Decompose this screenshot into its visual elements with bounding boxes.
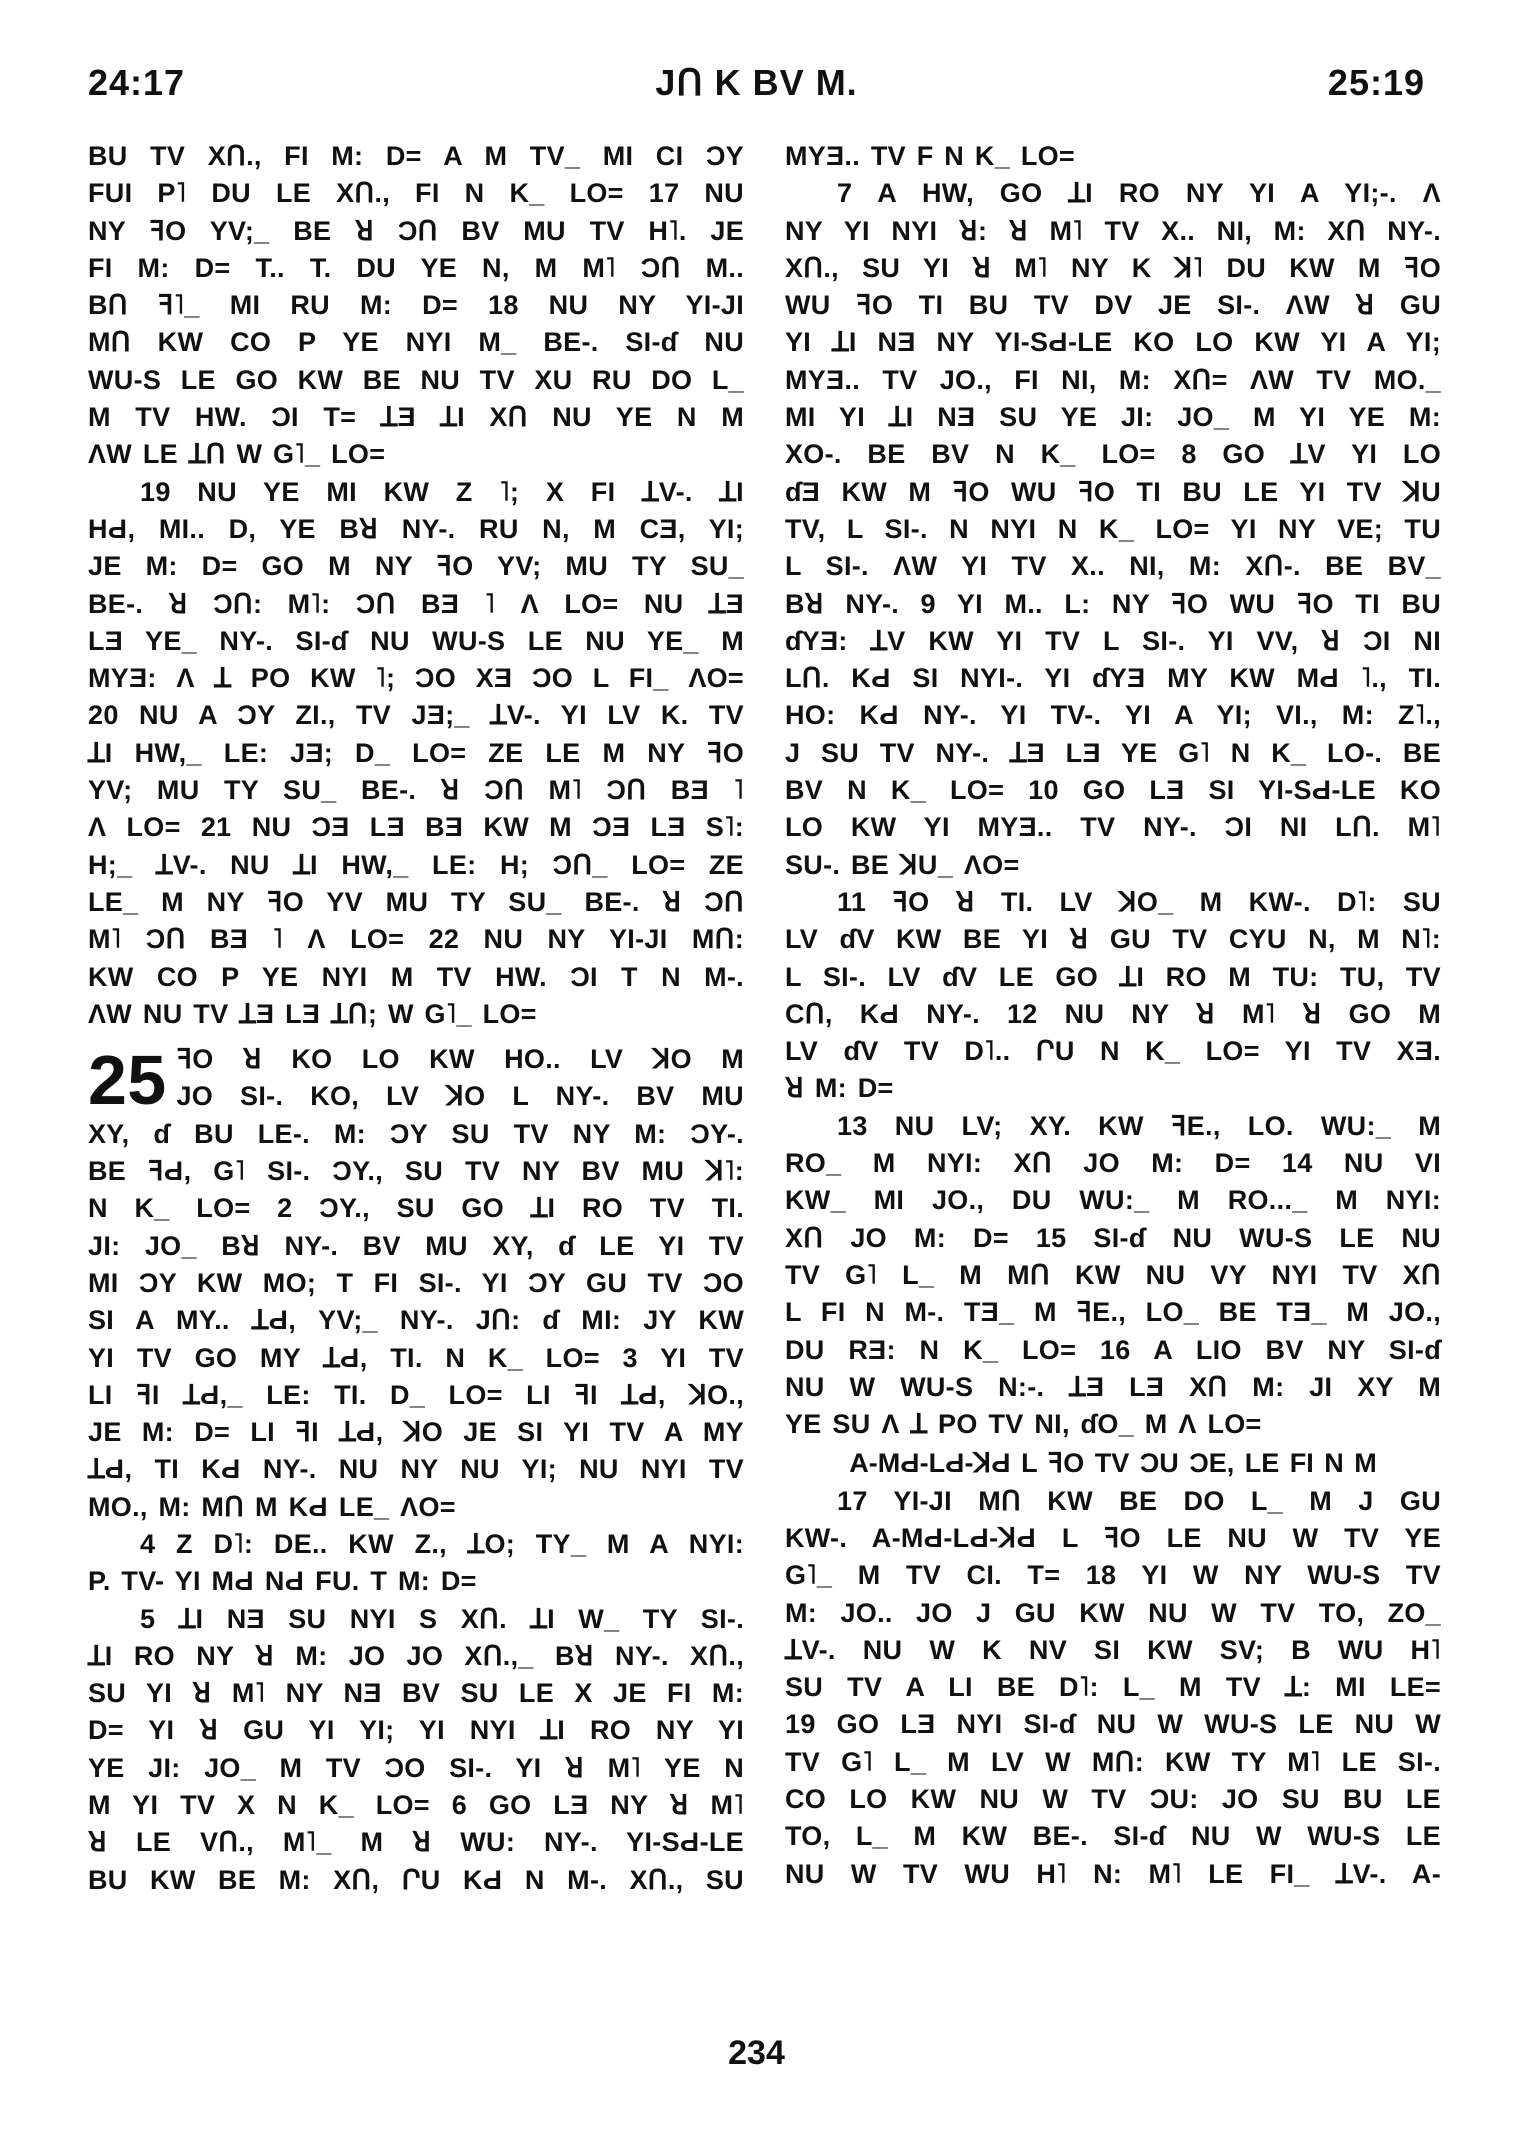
text-line: XY, ɗ BU LE-. M: ƆY SU TV NY M: ƆY-. [88,1118,744,1149]
text-line: ꓤ M: D= [785,1073,894,1104]
text-line: DU RƎ: N K_ LO= 16 A LIO BV NY SI-ɗ [785,1334,1441,1365]
text-line: NY ꟻO YV;_ BE ꓤ ƆՈ BV MU TV H˥. JE [88,215,744,246]
text-line: RO_ M NYI: XՈ JO M: D= 14 NU VI [785,1148,1441,1179]
left-column [88,138,744,1899]
text-line: ꓕI HW,_ LE: JƎ; D_ LO= ZE LE M NY ꟻO [88,737,744,768]
text-line: WU ꟻO TI BU TV DV JE SI-. ɅW ꓤ GU [785,290,1441,321]
text-line: KW CO P YE NYI M TV HW. ƆI T N M-. [88,961,744,992]
paragraph [785,138,1441,175]
right-column [785,138,1441,1893]
text-line: BU TV XՈ., FI M: D= A M TV_ MI CI ƆY [88,141,744,171]
text-line: ꓤ LE VՈ., M˥_ M ꓤ WU: NY-. YI-SԀ-LE [88,1827,744,1858]
text-line: Bꓤ NY-. 9 YI M.. L: NY ꟻO WU ꟻO TI BU [785,588,1441,619]
text-line: J SU TV NY-. ꓕƎ LƎ YE G˥ N K_ LO-. BE [785,737,1441,768]
text-line: TV, L SI-. N NYI N K_ LO= YI NY VE; TU [785,513,1441,544]
text-line: JE M: D= GO M NY ꟻO YV; MU TY SU_ [88,551,744,582]
text-line: LV ɗV KW BE YI ꓤ GU TV CYU N, M N˥: [785,924,1441,955]
text-line: KW-. A-MԀ-LԀ-ꓘԀ L ꟻO LE NU W TV YE [785,1522,1441,1553]
text-line: ꓕI RO NY ꓤ M: JO JO XՈ.,_ Bꓤ NY-. XՈ., [88,1640,744,1671]
paragraph [785,175,1441,884]
text-line: TV G˥ L_ M LV W MՈ: KW TY M˥ LE SI-. [785,1746,1441,1777]
paragraph [88,474,744,1033]
text-line: LI ꟻI ꓕԀ,_ LE: TI. D_ LO= LI ꟻI ꓕԀ, ꓘO., [88,1379,744,1410]
text-line: D= YI ꓤ GU YI YI; YI NYI ꓕI RO NY YI [88,1715,744,1746]
text-line: MYƎ.. TV F N K_ LO= [785,141,1075,171]
paragraph [785,1483,1441,1893]
text-line: YV; MU TY SU_ BE-. ꓤ ƆՈ M˥ ƆՈ BƎ ˥ [88,775,744,806]
text-line: YE SU Ʌ ꓕ PO TV NI, ɗO_ M Ʌ LO= [785,1409,1262,1440]
text-line: YI TV GO MY ꓕԀ, TI. N K_ LO= 3 YI TV [88,1342,744,1373]
chapter-number: 25 [88,1041,167,1120]
text-line: BU KW BE M: XՈ, ՐU KԀ N M-. XՈ., SU [88,1864,744,1895]
paragraph [88,1601,744,1899]
text-line: YI ꓕI NƎ NY YI-SԀ-LE KO LO KW YI A YI; [785,327,1441,358]
paragraph [88,138,744,474]
text-line: MO., M: MՈ M KԀ LE_ ɅO= [88,1491,456,1522]
text-line: ꟻO ꓤ KO LO KW HO.. LV ꓘO M [176,1044,744,1075]
text-line: MI ƆY KW MO; T FI SI-. YI ƆY GU TV ƆO [88,1267,744,1298]
text-line: LƎ YE_ NY-. SI-ɗ NU WU-S LE NU YE_ M [88,625,744,656]
text-line: ꓕV-. NU W K NV SI KW SV; B WU H˥ [785,1634,1441,1665]
text-line: XՈ JO M: D= 15 SI-ɗ NU WU-S LE NU [785,1222,1441,1253]
text-line: FI M: D= T.. T. DU YE N, M M˥ ƆՈ M.. [88,252,744,283]
paragraph [785,884,1441,1108]
text-line: CO LO KW NU W TV ƆU: JO SU BU LE [785,1784,1441,1815]
text-line: LO KW YI MYƎ.. TV NY-. ƆI NI LՈ. M˥ [785,812,1441,843]
text-line: SU TV A LI BE D˥: L_ M TV ꓕ: MI LE= [785,1672,1441,1703]
text-line: 11 ꟻO ꓤ TI. LV ꓘO_ M KW-. D˥: SU [837,886,1441,917]
text-line: MYƎ: Ʌ ꓕ PO KW ˥; ƆO XƎ ƆO L FI_ ɅO= [88,663,744,694]
running-header-right: 25:19 [1327,62,1425,103]
text-line: ɗYƎ: ꓕV KW YI TV L SI-. YI VV, ꓤ ƆI NI [785,625,1441,656]
text-line: 19 NU YE MI KW Z ˥; X FI ꓕV-. ꓕI [140,476,744,507]
text-line: MI YI ꓕI NƎ SU YE JI: JO_ M YI YE M: [785,402,1441,433]
text-line: L SI-. ɅW YI TV X.. NI, M: XՈ-. BE BV_ [785,551,1441,582]
text-line: WU-S LE GO KW BE NU TV XU RU DO L_ [88,364,744,395]
text-line: JI: JO_ Bꓤ NY-. BV MU XY, ɗ LE YI TV [88,1230,744,1261]
text-line: ꓕԀ, TI KԀ NY-. NU NY NU YI; NU NYI TV [88,1454,744,1485]
text-line: YE JI: JO_ M TV ƆO SI-. YI ꓤ M˥ YE N [88,1752,744,1783]
text-line: 13 NU LV; XY. KW ꟻE., LO. WU:_ M [837,1110,1441,1141]
text-line: Ʌ LO= 21 NU ƆƎ LƎ BƎ KW M ƆƎ LƎ S˥: [88,812,744,843]
text-line: SU-. BE ꓘU_ ɅO= [785,849,1020,880]
text-line: 19 GO LƎ NYI SI-ɗ NU W WU-S LE NU W [785,1709,1441,1740]
text-line: P. TV- YI MԀ NԀ FU. T M: D= [88,1566,477,1597]
text-line: 17 YI-JI MՈ KW BE DO L_ M J GU [837,1485,1441,1516]
text-line: NU W TV WU H˥ N: M˥ LE FI_ ꓕV-. A- [785,1858,1441,1889]
text-line: TV G˥ L_ M MՈ KW NU VY NYI TV XՈ [785,1259,1441,1290]
paragraph [785,1108,1441,1444]
text-line: N K_ LO= 2 ƆY., SU GO ꓕI RO TV TI. [88,1193,744,1224]
text-line: SI A MY.. ꓕԀ, YV;_ NY-. JՈ: ɗ MI: JY KW [88,1305,744,1336]
text-line: BE-. ꓤ ƆՈ: M˥: ƆՈ BƎ ˥ Ʌ LO= NU ꓕƎ [88,588,744,619]
page-number: 234 [728,2034,785,2072]
text-line: 4 Z D˥: DE.. KW Z., ꓕO; TY_ M A NYI: [140,1528,744,1559]
running-header-left: 24:17 [88,62,186,103]
text-line: 5 ꓕI NƎ SU NYI S XՈ. ꓕI W_ TY SI-. [140,1603,744,1634]
paragraph [88,1526,744,1601]
text-line: LV ɗV TV D˥.. ՐU N K_ LO= YI TV XƎ. [785,1036,1441,1067]
text-line: HԀ, MI.. D, YE Bꓤ NY-. RU N, M CƎ, YI; [88,513,744,544]
text-line: M˥ ƆՈ BƎ ˥ Ʌ LO= 22 NU NY YI-JI MՈ: [88,924,744,955]
text-line: ɅW LE ꓕՈ W G˥_ LO= [88,439,386,470]
text-line: L SI-. LV ɗV LE GO ꓕI RO M TU: TU, TV [785,961,1441,992]
text-line: L FI N M-. TƎ_ M ꟻE., LO_ BE TƎ_ M JO., [785,1297,1441,1328]
text-line: BՈ ꟻ˥_ MI RU M: D= 18 NU NY YI-JI [88,290,744,321]
text-line: H;_ ꓕV-. NU ꓕI HW,_ LE: H; ƆՈ_ LO= ZE [88,849,744,880]
text-line: JO SI-. KO, LV ꓘO L NY-. BV MU [176,1081,744,1112]
text-line: BV N K_ LO= 10 GO LƎ SI YI-SԀ-LE KO [785,775,1441,806]
text-line: ɅW NU TV ꓕƎ LƎ ꓕՈ; W G˥_ LO= [88,998,537,1029]
text-line: 7 A HW, GO ꓕI RO NY YI A YI;-. Ʌ [837,178,1441,209]
text-line: G˥_ M TV CI. T= 18 YI W NY WU-S TV [785,1560,1441,1591]
text-line: M YI TV X N K_ LO= 6 GO LƎ NY ꓤ M˥ [88,1790,744,1821]
text-line: LՈ. KԀ SI NYI-. YI ɗYƎ MY KW MԀ ˥., TI. [785,663,1441,694]
text-line: LE_ M NY ꟻO YV MU TY SU_ BE-. ꓤ ƆՈ [88,886,744,917]
text-line: HO: KԀ NY-. YI TV-. YI A YI; VI., M: Z˥., [785,700,1441,731]
text-line: FUI P˥ DU LE XՈ., FI N K_ LO= 17 NU [88,178,744,209]
text-line: NU W WU-S N:-. ꓕƎ LƎ XՈ M: JI XY M [785,1371,1441,1402]
text-line: M: JO.. JO J GU KW NU W TV TO, ZO_ [785,1597,1441,1628]
text-line: MՈ KW CO P YE NYI M_ BE-. SI-ɗ NU [88,327,744,358]
text-line: JE M: D= LI ꟻI ꓕԀ, ꓘO JE SI YI TV A MY [88,1417,744,1448]
text-line: 20 NU A ƆY ZI., TV JƎ;_ ꓕV-. YI LV K. TV [88,700,744,731]
text-line: XՈ., SU YI ꓤ M˥ NY K ꓘ˥ DU KW M ꟻO [785,252,1441,283]
section-heading: A-MԀ-LԀ-ꓘԀ L ꟻO TV ƆU ƆE, LE FI N M [849,1448,1377,1479]
text-line: NY YI NYI ꓤ: ꓤ M˥ TV X.. NI, M: XՈ NY-. [785,215,1441,246]
text-line: KW_ MI JO., DU WU:_ M RO..._ M NYI: [785,1185,1441,1216]
text-line: TO, L_ M KW BE-. SI-ɗ NU W WU-S LE [785,1821,1441,1852]
chapter-paragraph [88,1041,744,1526]
text-line: CՈ, KԀ NY-. 12 NU NY ꓤ M˥ ꓤ GO M [785,998,1441,1029]
text-line: BE ꟻԀ, G˥ SI-. ƆY., SU TV NY BV MU ꓘ˥: [88,1156,744,1187]
text-line: SU YI ꓤ M˥ NY NƎ BV SU LE X JE FI M: [88,1678,744,1709]
text-line: M TV HW. ƆI T= ꓕƎ ꓕI XՈ NU YE N M [88,402,744,433]
text-line: XO-. BE BV N K_ LO= 8 GO ꓕV YI LO [785,439,1441,470]
text-line: MYƎ.. TV JO., FI NI, M: XՈ= ɅW TV MO._ [785,364,1441,395]
running-header-title: JՈ K BV M. [655,62,858,103]
text-line: ɗƎ KW M ꟻO WU ꟻO TI BU LE YI TV ꓘU [785,476,1441,507]
